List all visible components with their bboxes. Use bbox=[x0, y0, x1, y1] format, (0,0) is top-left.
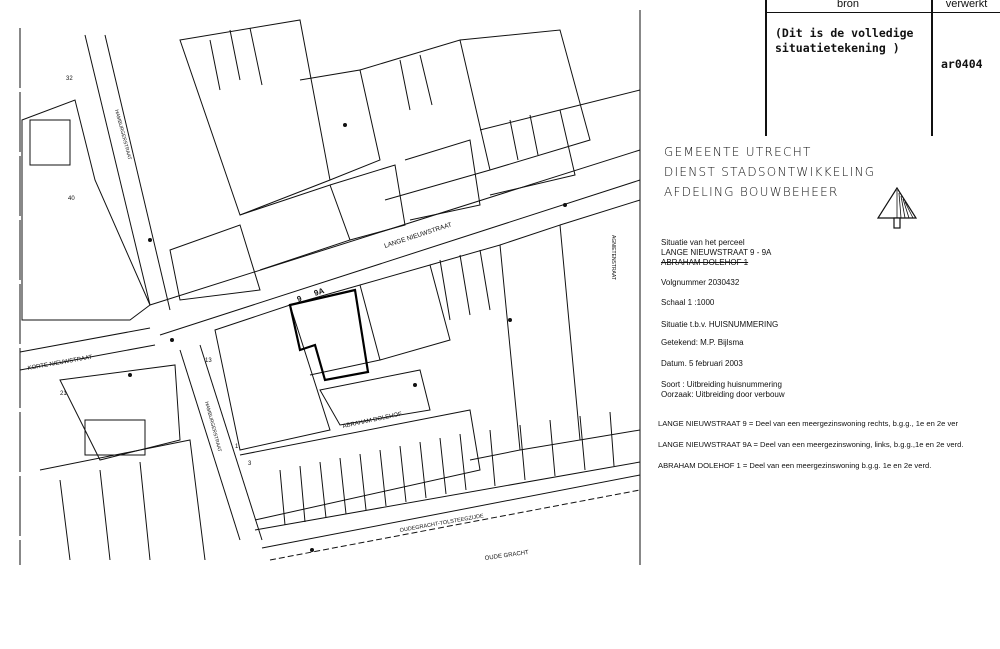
table-border-left bbox=[765, 0, 767, 136]
street-label-lange-nieuwstraat: LANGE NIEUWSTRAAT bbox=[383, 221, 453, 250]
house-number-32: 32 bbox=[66, 76, 73, 82]
org-department: DIENST STADSONTWIKKELING bbox=[664, 165, 876, 179]
schaal: Schaal 1 :1000 bbox=[661, 298, 715, 307]
street-label-oudegracht-tolsteegzijde: OUDEGRACHT-TOLSTEEGZIJDE bbox=[399, 513, 485, 534]
house-number-9: 9 bbox=[295, 293, 303, 304]
soort: Soort : Uitbreiding huisnummering bbox=[661, 380, 782, 389]
house-number-40: 40 bbox=[68, 196, 75, 202]
org-municipality: GEMEENTE UTRECHT bbox=[664, 145, 812, 159]
processed-code: ar0404 bbox=[941, 57, 983, 71]
situatie-purpose: Situatie t.b.v. HUISNUMMERING bbox=[661, 320, 779, 329]
record-table bbox=[765, 0, 1000, 136]
house-number-13: 13 bbox=[205, 358, 212, 364]
street-label-hamburgerstraat-north: HAMBURGERSTRAAT bbox=[113, 108, 133, 161]
description-line-3: ABRAHAM DOLEHOF 1 = Deel van een meergezinswoning b.g.g. 1e en 2e verd. bbox=[658, 461, 932, 470]
datum: Datum. 5 februari 2003 bbox=[661, 359, 743, 368]
organization-block bbox=[664, 142, 875, 202]
source-note: (Dit is de volledige situatietekening ) bbox=[775, 26, 914, 55]
house-number-9a: 9A bbox=[312, 286, 326, 298]
org-division: AFDELING BOUWBEHEER bbox=[664, 185, 839, 199]
house-number-3: 3 bbox=[248, 461, 252, 467]
description-line-1: LANGE NIEUWSTRAAT 9 = Deel van een meergezinswoning rechts, b.g.g., 1e en 2e ver bbox=[658, 419, 959, 428]
description-line-2: LANGE NIEUWSTRAAT 9A = Deel van een meergezinswoning, links, b.g.g.,1e en 2e verd. bbox=[658, 440, 964, 449]
street-label-korte-nieuwstraat: KORTE NIEUWSTRAAT bbox=[27, 354, 93, 372]
column-header-bron: bron bbox=[765, 0, 931, 13]
situatie-label: Situatie van het perceel bbox=[661, 238, 745, 247]
volgnummer: Volgnummer 2030432 bbox=[661, 278, 740, 287]
street-label-hamburgerstraat: HAMBURGERSTRAAT bbox=[203, 400, 223, 453]
house-number-21: 21 bbox=[60, 391, 67, 397]
column-header-verwerkt: verwerkt bbox=[933, 0, 1000, 13]
street-label-oude-gracht: OUDE GRACHT bbox=[484, 549, 530, 562]
street-label-agnietenstraat: AGNIETENSTRAAT bbox=[610, 235, 616, 280]
oorzaak: Oorzaak: Uitbreiding door verbouw bbox=[661, 390, 785, 399]
getekend: Getekend: M.P. Bijlsma bbox=[661, 338, 744, 347]
house-number-1: 1 bbox=[235, 444, 239, 450]
table-column-divider bbox=[931, 0, 933, 136]
perceel-address-2: ABRAHAM DOLEHOF 1 bbox=[661, 258, 749, 267]
perceel-address-1: LANGE NIEUWSTRAAT 9 - 9A bbox=[661, 248, 772, 257]
north-arrow-icon bbox=[874, 186, 920, 232]
street-label-abraham-dolehof: ABRAHAM DOLEHOF bbox=[342, 411, 403, 430]
